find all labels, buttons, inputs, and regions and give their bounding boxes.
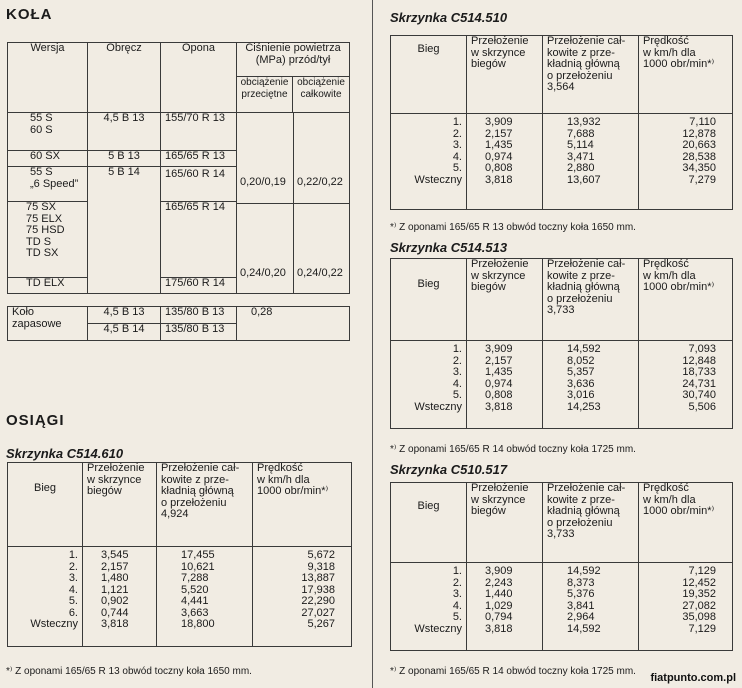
kola-opona: 165/65 R 13: [161, 151, 237, 167]
box510-header-bieg: Bieg: [391, 36, 467, 114]
kola-cisnienie-block: [237, 113, 350, 294]
column-divider: [372, 0, 373, 688]
box513-footnote: *⁾ Z oponami 165/65 R 14 obwód toczny koła 1725 mm.: [390, 444, 636, 455]
box510-header-calk: Przełożenie cał- kowite z prze- kładnią główną o przełożeniu 3,564: [543, 36, 639, 114]
kola-opona: 165/65 R 14: [161, 202, 237, 278]
box517-pred: 7,129 12,452 19,352 27,082 35,098 7,129: [639, 563, 733, 651]
kola-zapas-table: [7, 306, 350, 341]
box517-przel: 3,909 2,243 1,440 1,029 0,794 3,818: [467, 563, 543, 651]
box517-title: Skrzynka C510.517: [390, 462, 508, 477]
box510-calk: 13,932 7,688 5,114 3,471 2,880 13,607: [543, 114, 639, 210]
box510-przel: 3,909 2,157 1,435 0,974 0,808 3,818: [467, 114, 543, 210]
osiagi-title: OSIĄGI: [6, 412, 65, 429]
kola-obrecz: 5 B 13: [88, 151, 161, 167]
kola-opona: 165/60 R 14: [161, 167, 237, 202]
box517-header-pred: Prędkość w km/h dla 1000 obr/min*⁾: [639, 483, 733, 563]
box610-footnote: *⁾ Z oponami 165/65 R 13 obwód toczny koła 1650 mm.: [6, 666, 252, 677]
box513-calk: 14,592 8,052 5,357 3,636 3,016 14,253: [543, 341, 639, 429]
kola-zapas-cisnienie: 0,28: [237, 307, 350, 341]
kola-header-obc-calkowite: obciążenie całkowite: [293, 77, 350, 113]
box513-header-pred: Prędkość w km/h dla 1000 obr/min*⁾: [639, 259, 733, 341]
kola-title: KOŁA: [6, 6, 53, 23]
kola-obrecz: 4,5 B 13: [88, 307, 161, 324]
box610-header-calk: Przełożenie cał- kowite z prze- kładnią główną o przełożeniu 4,924: [157, 463, 253, 547]
kola-header-cisnienie: Ciśnienie powietrza (MPa) przód/tył: [237, 43, 350, 77]
kola-obrecz: 4,5 B 14: [88, 324, 161, 341]
kola-table: [7, 42, 350, 294]
box510-title: Skrzynka C514.510: [390, 10, 508, 25]
box610-header-bieg: Bieg: [8, 463, 83, 547]
box517-calk: 14,592 8,373 5,376 3,841 2,964 14,592: [543, 563, 639, 651]
box513-header-przel: Przełożenie w skrzynce biegów: [467, 259, 543, 341]
box610-pred: 5,672 9,318 13,887 17,938 22,290 27,027 5,267: [253, 547, 352, 647]
kola-c-group1: 0,22/0,22: [297, 176, 343, 188]
box513-przel: 3,909 2,157 1,435 0,974 0,808 3,818: [467, 341, 543, 429]
kola-wersja: TD ELX: [8, 278, 88, 294]
box517-header-calk: Przełożenie cał- kowite z prze- kładnią główną o przełożeniu 3,733: [543, 483, 639, 563]
kola-header-opona: Opona: [161, 43, 237, 113]
box610-header-przel: Przełożenie w skrzynce biegów: [83, 463, 157, 547]
box510-header-pred: Prędkość w km/h dla 1000 obr/min*⁾: [639, 36, 733, 114]
box510-bieg: 1. 2. 3. 4. 5. Wsteczny: [391, 114, 467, 210]
kola-obrecz: 5 B 14: [88, 167, 161, 294]
box517-footnote: *⁾ Z oponami 165/65 R 14 obwód toczny koła 1725 mm.: [390, 666, 636, 677]
box517-header-bieg: Bieg: [391, 483, 467, 563]
kola-p-group2: 0,24/0,20: [240, 267, 286, 279]
kola-wersja-zapas: Koło zapasowe: [8, 307, 88, 341]
box510-table: [390, 35, 733, 210]
box513-pred: 7,093 12,848 18,733 24,731 30,740 5,506: [639, 341, 733, 429]
kola-opona: 175/60 R 14: [161, 278, 237, 294]
box510-header-przel: Przełożenie w skrzynce biegów: [467, 36, 543, 114]
kola-wersja: 60 SX: [8, 151, 88, 167]
kola-obrecz: 4,5 B 13: [88, 113, 161, 151]
box510-pred: 7,110 12,878 20,663 28,538 34,350 7,279: [639, 114, 733, 210]
watermark: fiatpunto.com.pl: [650, 672, 736, 684]
kola-wersja: 55 S 60 S: [8, 113, 88, 151]
box610-header-pred: Prędkość w km/h dla 1000 obr/min*⁾: [253, 463, 352, 547]
box513-header-bieg: Bieg: [391, 259, 467, 341]
box513-title: Skrzynka C514.513: [390, 240, 508, 255]
box513-table: [390, 258, 733, 429]
kola-opona: 155/70 R 13: [161, 113, 237, 151]
box517-header-przel: Przełożenie w skrzynce biegów: [467, 483, 543, 563]
box610-calk: 17,455 10,621 7,288 5,520 4,441 3,663 18,800: [157, 547, 253, 647]
kola-c-group2: 0,24/0,22: [297, 267, 343, 279]
kola-opona: 135/80 B 13: [161, 307, 237, 324]
kola-opona: 135/80 B 13: [161, 324, 237, 341]
kola-wersja: 75 SX 75 ELX 75 HSD TD S TD SX: [8, 202, 88, 278]
box513-bieg: 1. 2. 3. 4. 5. Wsteczny: [391, 341, 467, 429]
box513-header-calk: Przełożenie cał- kowite z prze- kładnią główną o przełożeniu 3,733: [543, 259, 639, 341]
kola-header-wersja: Wersja: [8, 43, 88, 113]
box517-bieg: 1. 2. 3. 4. 5. Wsteczny: [391, 563, 467, 651]
kola-header-obc-przecietne: obciążenie przeciętne: [237, 77, 293, 113]
kola-wersja: 55 S „6 Speed”: [8, 167, 88, 202]
kola-header-obrecz: Obręcz: [88, 43, 161, 113]
box517-table: [390, 482, 733, 651]
box610-bieg: 1. 2. 3. 4. 5. 6. Wsteczny: [8, 547, 83, 647]
box610-przel: 3,545 2,157 1,480 1,121 0,902 0,744 3,818: [83, 547, 157, 647]
box610-table: [7, 462, 352, 647]
kola-p-group1: 0,20/0,19: [240, 176, 286, 188]
box510-footnote: *⁾ Z oponami 165/65 R 13 obwód toczny koła 1650 mm.: [390, 222, 636, 233]
box610-title: Skrzynka C514.610: [6, 446, 124, 461]
